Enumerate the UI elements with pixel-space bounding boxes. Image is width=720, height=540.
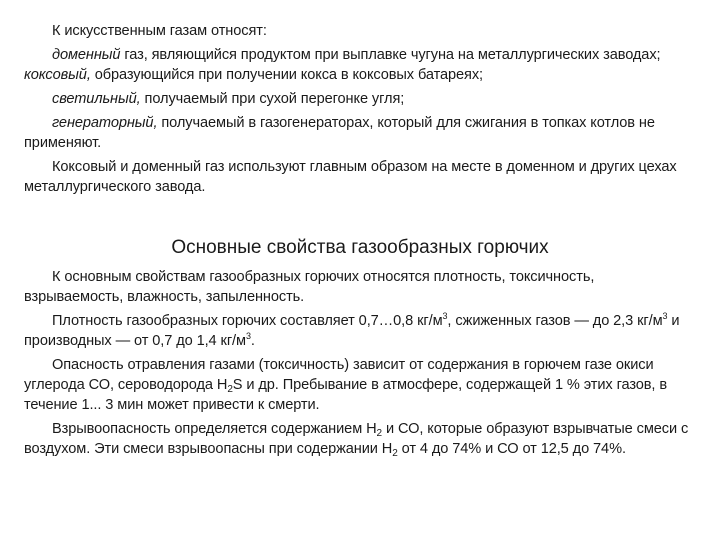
density-paragraph: Плотность газообразных горючих составляет 0,7…0,8 $кг/м^3$, сжиженных газов — до 2,3 $кг/м^3$ и производных — от 0,7 до 1,4 $кг/м^3$. — [24, 311, 680, 349]
toxicity-paragraph: Опасность отравления газами (токсичность) зависит от содержания в горючем газе окиси углерода СО, сероводорода $Н_2S$ и др. Пребывание в атмосфере, содержащей 1 % этих газов, в течение 1... 3 мин может привести к смерти. — [24, 357, 667, 413]
section-heading: Основные свойства газообразных горючих — [171, 237, 549, 258]
lighting-gas-paragraph: светильный, получаемый при сухой перегонке угля; — [52, 91, 405, 107]
term-coke: коксовый, — [24, 67, 91, 83]
section-properties — [24, 267, 696, 463]
term-generator: генераторный, — [52, 115, 158, 131]
term-lighting: светильный, — [52, 91, 141, 107]
domain-gas-paragraph: доменный газ, являющийся продуктом при выплавке чугуна на металлургических заводах; коксовый, образующийся при получении кокса в коксовых батареях; — [24, 47, 661, 83]
generator-gas-paragraph: генераторный, получаемый в газогенераторах, который для сжигания в топках котлов не применяют. — [24, 115, 655, 151]
intro-paragraph: К искусственным газам относят: — [52, 23, 267, 39]
explosiveness-paragraph: Взрывоопасность определяется содержанием $Н_2$ и СО, которые образуют взрывчатые смеси с воздухом. Эти смеси взрывоопасны при содержании $Н_2$ от 4 до 74% и СО от 12,5 до 74%. — [24, 421, 689, 459]
properties-paragraph: К основным свойствам газообразных горючих относятся плотность, токсичность, взрываемость, влажность, запыленность. — [24, 269, 595, 305]
section-artificial-gases — [24, 21, 696, 201]
coke-domain-usage-paragraph: Коксовый и доменный газ используют главным образом на месте в доменном и других цехах металлургического завода. — [24, 159, 677, 195]
term-domain: доменный — [52, 47, 121, 63]
